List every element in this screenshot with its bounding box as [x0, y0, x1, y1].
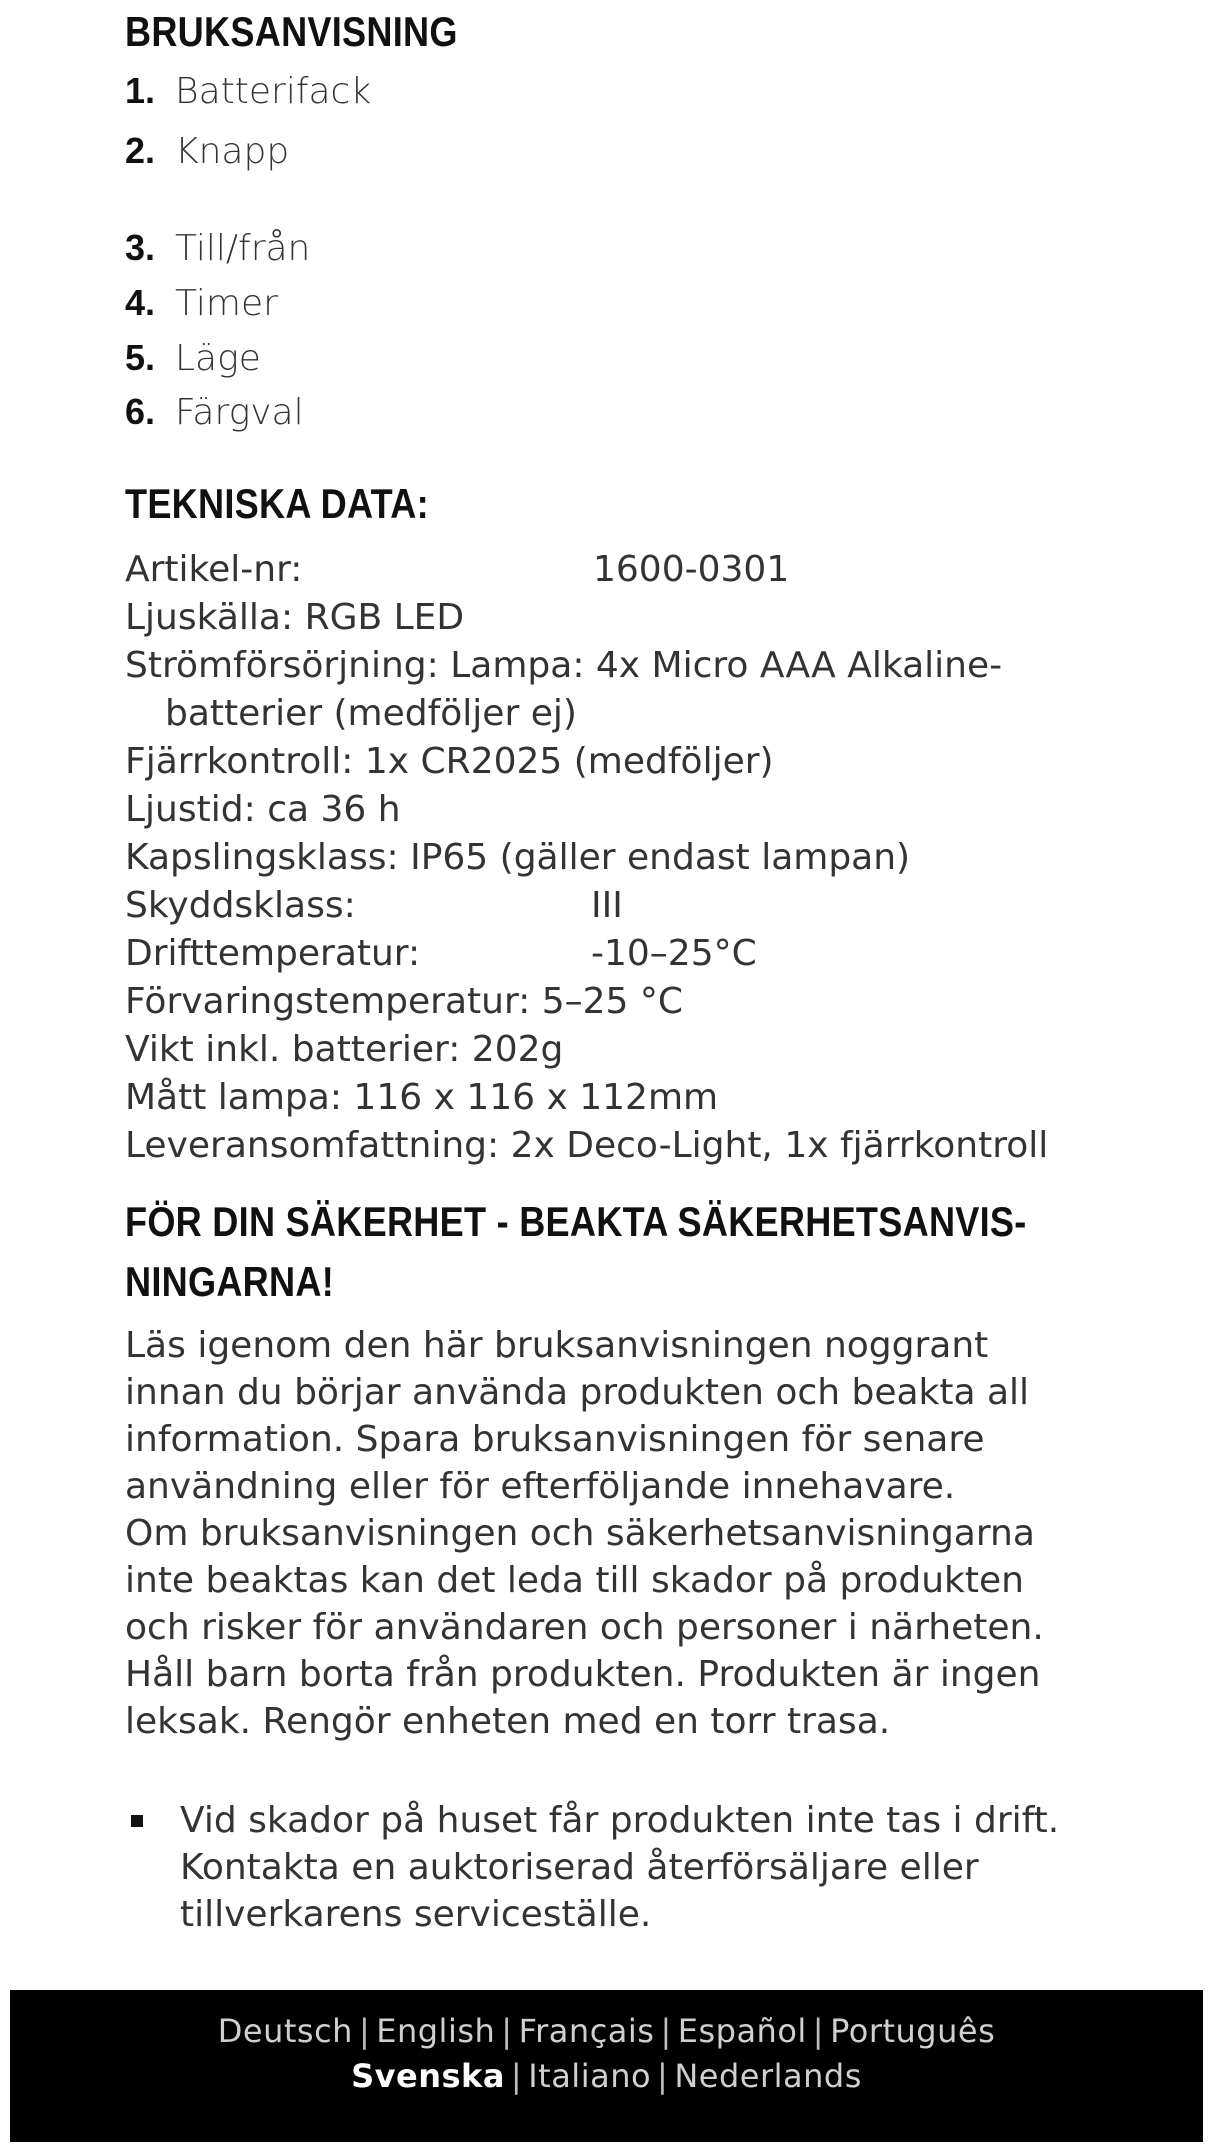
language-row-2: Svenska | Italiano | Nederlands	[351, 2057, 862, 2095]
safety-bullet-text: Vid skador på huset får produkten inte tas i drift. Kontakta en auktoriserad återförsäljare eller tillverkarens serviceställe.	[180, 1800, 1060, 1935]
safety-paragraph-1: Läs igenom den här bruksanvisningen noggrant innan du börjar använda produkten och beakta all information. Spara bruksanvisningen för senare användning eller för efterföljande innehavare.	[125, 1325, 1030, 1507]
tech-row: Skyddsklass: III	[125, 885, 623, 926]
safety-heading-line1: FÖR DIN SÄKERHET - BEAKTA SÄKERHETSANVIS-	[125, 1198, 1027, 1245]
language-link-english[interactable]: English	[376, 2012, 496, 2050]
list-item: 3. Till/från	[125, 227, 311, 269]
tech-row: Kapslingsklass: IP65 (gäller endast lampan)	[125, 837, 911, 878]
tech-row: batterier (medföljer ej)	[165, 693, 577, 734]
language-link-deutsch[interactable]: Deutsch	[217, 2012, 353, 2050]
language-link-espanol[interactable]: Español	[677, 2012, 807, 2050]
tech-row: Vikt inkl. batterier: 202g	[125, 1029, 564, 1070]
tech-row: Leveransomfattning: 2x Deco-Light, 1x fjärrkontroll	[125, 1125, 1049, 1166]
language-link-svenska[interactable]: Svenska	[351, 2057, 505, 2095]
list-item: 1. Batterifack	[125, 70, 372, 112]
tech-row: Strömförsörjning: Lampa: 4x Micro AAA Alkaline-	[125, 645, 1003, 686]
tech-row: Fjärrkontroll: 1x CR2025 (medföljer)	[125, 741, 774, 782]
list-item: 2. Knapp	[125, 130, 290, 172]
safety-paragraph-2: Om bruksanvisningen och säkerhetsanvisningarna inte beaktas kan det leda till skador på produkten och risker för användaren och personer i närheten. Håll barn borta från produkten. Produkten är ingen leksak. Rengör enheten med en torr trasa.	[125, 1513, 1044, 1742]
language-row-1: Deutsch | English | Français | Español | Português	[217, 2012, 996, 2050]
instructions-heading: BRUKSANVISNING	[125, 8, 458, 55]
tech-row: Drifttemperatur: -10–25°C	[125, 933, 757, 974]
tech-row: Artikel-nr: 1600-0301	[125, 549, 790, 590]
language-link-francais[interactable]: Français	[518, 2012, 655, 2050]
language-link-italiano[interactable]: Italiano	[528, 2057, 652, 2095]
language-link-portugues[interactable]: Português	[830, 2012, 996, 2050]
list-item: 5. Läge	[125, 337, 261, 379]
tech-heading: TEKNISKA DATA:	[125, 480, 429, 527]
bullet-square-icon	[131, 1815, 143, 1827]
tech-row: Förvaringstemperatur: 5–25 °C	[125, 981, 684, 1022]
tech-row: Mått lampa: 116 x 116 x 112mm	[125, 1077, 719, 1118]
list-item: 4. Timer	[125, 282, 278, 324]
language-link-nederlands[interactable]: Nederlands	[674, 2057, 862, 2095]
language-footer	[10, 1990, 1203, 2142]
tech-row: Ljuskälla: RGB LED	[125, 597, 465, 638]
list-item: 6. Färgval	[125, 391, 304, 433]
safety-heading-line2: NINGARNA!	[125, 1258, 334, 1305]
tech-row: Ljustid: ca 36 h	[125, 789, 401, 830]
